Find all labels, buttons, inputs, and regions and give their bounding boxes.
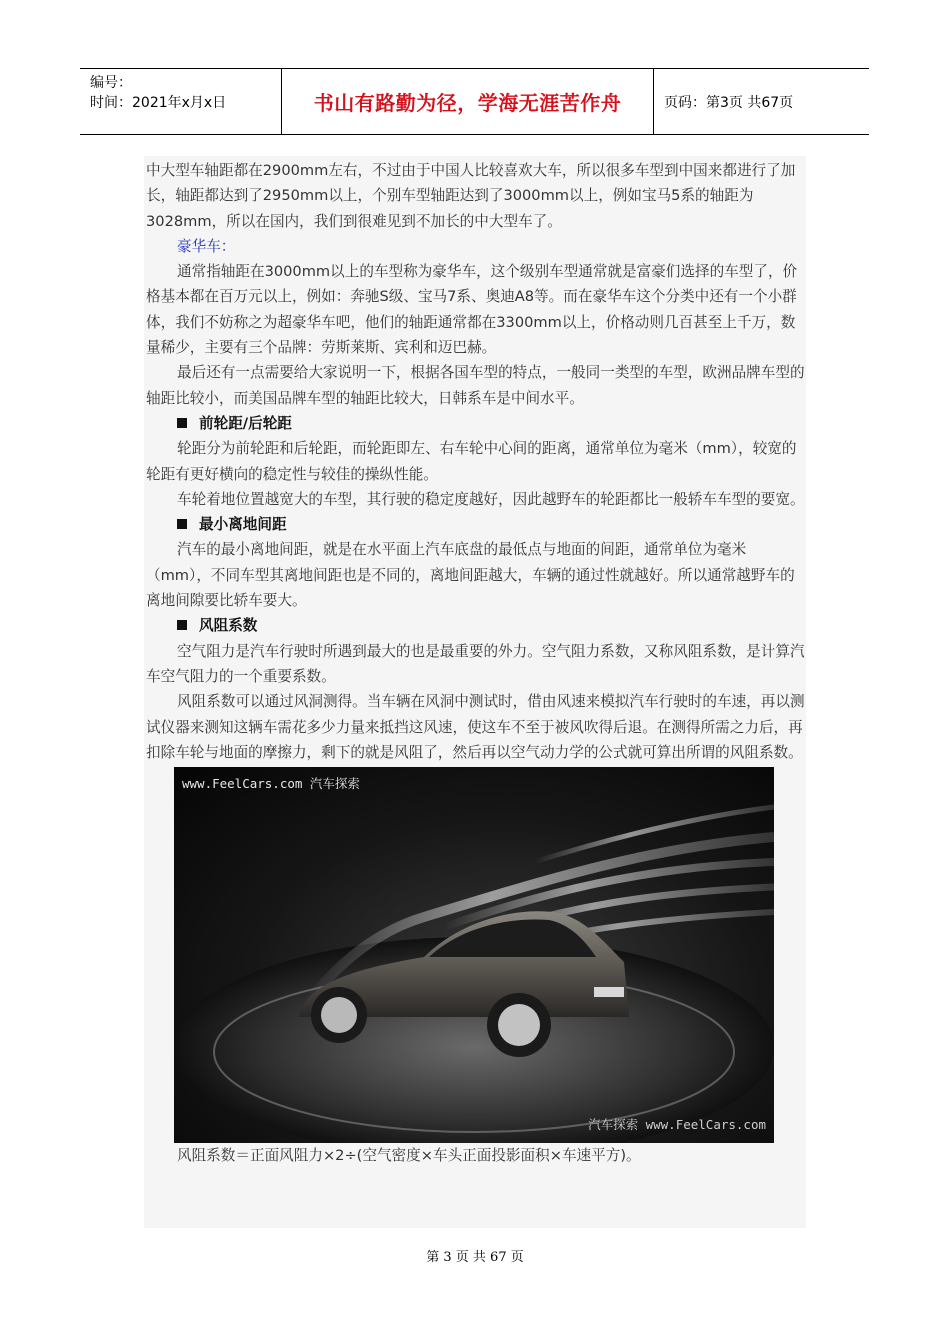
photo-watermark: 汽车探索 www.FeelCars.com [588, 1116, 766, 1132]
photo-watermark: www.FeelCars.com 汽车探索 [182, 776, 360, 792]
wind-tunnel-photo [174, 767, 774, 1143]
paragraph: 轮距分为前轮距和后轮距，而轮距即左、右车轮中心间的距离，通常单位为毫米（mm），较宽的轮距有更好横向的稳定性与较佳的操纵性能。 [146, 440, 797, 483]
luxury-heading: 豪华车： [177, 237, 236, 255]
paragraph: 风阻系数可以通过风洞测得。当车辆在风洞中测试时，借由风速来模拟汽车行驶时的车速，再以测试仪器来测知这辆车需花多少力量来抵挡这风速，使这车不至于被风吹得后退。在测得所需之力后，再扣除车轮与地面的摩擦力，剩下的就是风阻了，然后再以空气动力学的公式就可算出所谓的风阻系数。 [146, 693, 805, 761]
header-table [80, 68, 869, 135]
section-title: 最小离地间距 [199, 516, 287, 534]
date-label: 时间：2021年x月x日 [90, 95, 227, 111]
header-motto: 书山有路勤为径，学海无涯苦作舟 [313, 91, 622, 115]
section-heading [146, 613, 806, 638]
paragraph: 最后还有一点需要给大家说明一下，根据各国车型的特点，一般同一类型的车型，欧洲品牌车型的轴距比较小，而美国品牌车型的轴距比较大，日韩系车是中间水平。 [146, 364, 805, 407]
header-motto-cell [282, 69, 654, 134]
section-heading [146, 512, 806, 537]
paragraph: 汽车的最小离地间距，就是在水平面上汽车底盘的最低点与地面的间距，通常单位为毫米（mm），不同车型其离地间距也是不同的，离地间距越大，车辆的通过性就越好。所以通常越野车的离地间隙要比轿车要大。 [146, 541, 795, 610]
document-body [144, 156, 806, 1228]
square-bullet-icon [177, 519, 187, 529]
paragraph: 中大型车轴距都在2900mm左右，不过由于中国人比较喜欢大车，所以很多车型到中国来都进行了加长，轴距都达到了2950mm以上，个别车型轴距达到了3000mm以上，例如宝马5系的轴距为3028mm，所以在国内，我们到很难见到不加长的中大型车了。 [146, 162, 796, 230]
header-meta [80, 69, 282, 134]
section-title: 风阻系数 [199, 617, 258, 635]
formula: 风阻系数＝正面风阻力×2÷(空气密度×车头正面投影面积×车速平方)。 [177, 1147, 641, 1165]
paragraph: 空气阻力是汽车行驶时所遇到最大的也是最重要的外力。空气阻力系数，又称风阻系数，是计算汽车空气阻力的一个重要系数。 [146, 642, 805, 685]
car-illustration [174, 767, 774, 1143]
square-bullet-icon [177, 620, 187, 630]
header-page-info: 页码：第3页 共67页 [664, 94, 794, 111]
paragraph: 车轮着地位置越宽大的车型，其行驶的稳定度越好，因此越野车的轮距都比一般轿车车型的要宽。 [177, 490, 805, 508]
square-bullet-icon [177, 418, 187, 428]
section-heading [146, 411, 806, 436]
number-label: 编号： [90, 75, 132, 91]
section-title: 前轮距/后轮距 [199, 414, 292, 432]
paragraph: 通常指轴距在3000mm以上的车型称为豪华车，这个级别车型通常就是富豪们选择的车型了，价格基本都在百万元以上，例如：奔驰S级、宝马7系、奥迪A8等。而在豪华车这个分类中还有一个小群体，我们不妨称之为超豪华车吧，他们的轴距通常都在3300mm以上，价格动则几百甚至上千万，数量稀少，主要有三个品牌：劳斯莱斯、宾利和迈巴赫。 [146, 263, 798, 357]
page-footer: 第 3 页 共 67 页 [426, 1250, 524, 1265]
